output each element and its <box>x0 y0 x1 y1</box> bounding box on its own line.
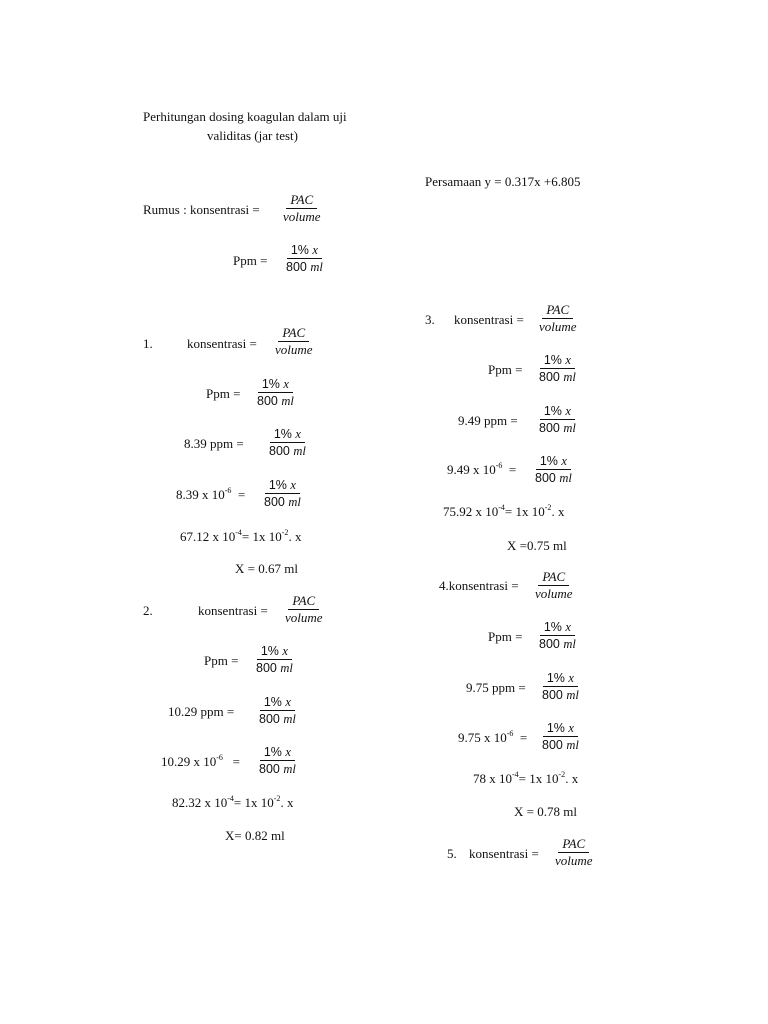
s2-line5: 82.32 x $10^{-4}= 1x$ $10^{-2}$. x <box>172 794 294 810</box>
s2-line3: 10.29 ppm = <box>168 704 235 719</box>
denominator: volume <box>285 610 323 625</box>
doc-title-line2: validitas (jar test) <box>207 128 298 143</box>
numerator: 1% x <box>540 619 575 636</box>
s1-number: 1. <box>143 336 153 351</box>
numerator: 1% x <box>258 376 293 393</box>
numerator: PAC <box>538 569 569 586</box>
s2-number: 2. <box>143 603 153 618</box>
s4-line3: 9.75 ppm = <box>466 680 526 695</box>
s1-fraction-l4 <box>260 477 305 510</box>
numerator: 1% x <box>540 403 575 420</box>
s1-line5: 67.12 x $10^{-4}= 1x$ $10^{-2}$. x <box>180 528 302 544</box>
s2-result: X= 0.82 ml <box>225 828 285 843</box>
s1-fraction-l3 <box>265 426 310 459</box>
s4-fraction-ppm <box>535 619 580 652</box>
denominator: 800 ml <box>269 444 306 458</box>
numerator: 1% x <box>543 670 578 687</box>
fraction-pac-volume <box>279 192 325 225</box>
denominator: volume <box>555 853 593 868</box>
numerator: 1% x <box>265 477 300 494</box>
numerator: 1% x <box>260 694 295 711</box>
s3-line4: 9.49 x $10^{-6}$ = <box>447 461 517 477</box>
denominator: 800 ml <box>542 688 579 702</box>
s3-fraction-l3 <box>535 403 580 436</box>
numerator: 1% x <box>260 744 295 761</box>
s4-fraction-l4 <box>538 720 583 753</box>
s3-fraction-l4 <box>531 453 576 486</box>
numerator: PAC <box>542 302 573 319</box>
s4-heading: 4.konsentrasi = <box>439 578 519 593</box>
s2-fraction-ppm <box>252 643 297 676</box>
denominator: volume <box>283 209 321 224</box>
doc-title-line1: Perhitungan dosing koagulan dalam uji <box>143 109 347 124</box>
s1-line3: 8.39 ppm = <box>184 436 244 451</box>
s2-fraction-pac <box>281 593 327 626</box>
s3-result: X =0.75 ml <box>507 538 567 553</box>
denominator: volume <box>535 586 573 601</box>
fraction-ppm <box>282 242 327 275</box>
denominator: 800 ml <box>259 762 296 776</box>
denominator: 800 ml <box>286 260 323 274</box>
denominator: 800 ml <box>535 471 572 485</box>
s4-result: X = 0.78 ml <box>514 804 577 819</box>
s3-konsentrasi: konsentrasi = <box>454 312 524 327</box>
s1-ppm-label: Ppm = <box>206 386 241 401</box>
s5-fraction-pac <box>551 836 597 869</box>
s2-fraction-l4 <box>255 744 300 777</box>
denominator: 800 ml <box>542 738 579 752</box>
s5-number: 5. <box>447 846 457 861</box>
denominator: volume <box>539 319 577 334</box>
s2-konsentrasi: konsentrasi = <box>198 603 268 618</box>
denominator: 800 ml <box>539 370 576 384</box>
s1-fraction-ppm <box>253 376 298 409</box>
denominator: 800 ml <box>539 637 576 651</box>
numerator: 1% x <box>270 426 305 443</box>
numerator: 1% x <box>536 453 571 470</box>
s2-ppm-label: Ppm = <box>204 653 239 668</box>
rumus-label: Rumus : konsentrasi = <box>143 202 260 217</box>
numerator: PAC <box>278 325 309 342</box>
s2-fraction-l3 <box>255 694 300 727</box>
s3-number: 3. <box>425 312 435 327</box>
s3-fraction-ppm <box>535 352 580 385</box>
denominator: 800 ml <box>259 712 296 726</box>
s3-line5: 75.92 x $10^{-4}= 1x$ $10^{-2}$. x <box>443 503 565 519</box>
numerator: 1% x <box>543 720 578 737</box>
s1-line4: 8.39 x $10^{-6}$ = <box>176 486 246 502</box>
ppm-label: Ppm = <box>233 253 268 268</box>
regression-equation: Persamaan y = 0.317x +6.805 <box>425 174 581 189</box>
s4-ppm-label: Ppm = <box>488 629 523 644</box>
numerator: PAC <box>286 192 317 209</box>
denominator: 800 ml <box>256 661 293 675</box>
s5-konsentrasi: konsentrasi = <box>469 846 539 861</box>
s3-line3: 9.49 ppm = <box>458 413 518 428</box>
numerator: 1% x <box>540 352 575 369</box>
numerator: PAC <box>558 836 589 853</box>
denominator: 800 ml <box>539 421 576 435</box>
s3-ppm-label: Ppm = <box>488 362 523 377</box>
s4-fraction-pac <box>531 569 577 602</box>
s3-fraction-pac <box>535 302 581 335</box>
denominator: volume <box>275 342 313 357</box>
numerator: PAC <box>288 593 319 610</box>
denominator: 800 ml <box>257 394 294 408</box>
s4-line4: 9.75 x $10^{-6}$ = <box>458 729 528 745</box>
s1-konsentrasi: konsentrasi = <box>187 336 257 351</box>
s1-result: X = 0.67 ml <box>235 561 298 576</box>
numerator: 1% x <box>287 242 322 259</box>
s2-line4: 10.29 x $10^{-6}$ = <box>161 753 241 769</box>
s1-fraction-pac <box>271 325 317 358</box>
denominator: 800 ml <box>264 495 301 509</box>
s4-fraction-l3 <box>538 670 583 703</box>
numerator: 1% x <box>257 643 292 660</box>
s4-line5: 78 x $10^{-4}= 1x$ $10^{-2}$. x <box>473 770 579 786</box>
